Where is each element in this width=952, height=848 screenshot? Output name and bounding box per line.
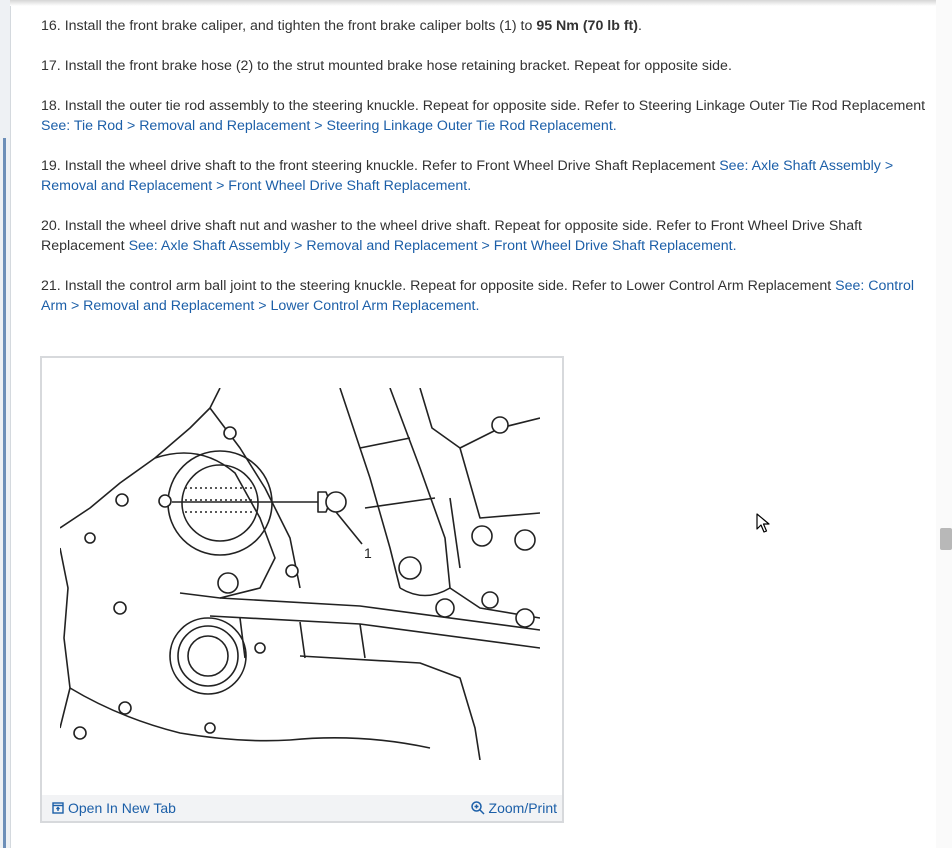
step-text: Install the wheel drive shaft to the front steering knuckle. Refer to Front Wheel Drive Shaft Replacement <box>64 158 716 174</box>
step-text: Install the front brake hose (2) to the strut mounted brake hose retaining bracket. Repeat for opposite side. <box>64 58 732 74</box>
step-text: Install the wheel drive shaft nut and washer to the wheel drive shaft. Repeat for opposite side. Refer to Front Wheel Drive Shaft Replacement <box>41 218 862 254</box>
step-number: 18. <box>41 98 61 114</box>
procedure-steps <box>41 16 926 336</box>
vertical-scrollbar[interactable] <box>936 0 952 848</box>
step-18 <box>41 96 926 136</box>
zoom-icon <box>471 801 485 815</box>
step-text: Install the front brake caliper, and tighten the front brake caliper bolts (1) to <box>64 18 533 34</box>
mouse-cursor-icon <box>756 513 770 533</box>
step-number: 16. <box>41 18 61 34</box>
top-shadow <box>10 0 936 6</box>
torque-spec: 95 Nm (70 lb ft) <box>536 18 639 34</box>
step-16 <box>41 16 926 36</box>
figure-panel <box>40 356 564 823</box>
step-link[interactable]: See: Axle Shaft Assembly > Removal and Replacement > Front Wheel Drive Shaft Replacement. <box>41 158 894 194</box>
open-in-new-tab-button[interactable] <box>52 795 176 821</box>
step-19 <box>41 156 926 196</box>
step-text: Install the outer tie rod assembly to the steering knuckle. Repeat for opposite side. Refer to Steering Linkage Outer Tie Rod Replacement <box>64 98 926 114</box>
scrollbar-thumb[interactable] <box>940 528 952 550</box>
step-link[interactable]: See: Tie Rod > Removal and Replacement > Steering Linkage Outer Tie Rod Replacement. <box>41 118 617 134</box>
step-link[interactable]: See: Control Arm > Removal and Replacement > Lower Control Arm Replacement. <box>41 278 915 314</box>
left-accent-bar <box>3 138 6 848</box>
step-20 <box>41 216 926 256</box>
step-number: 19. <box>41 158 61 174</box>
zoom-print-button[interactable] <box>471 795 557 821</box>
step-number: 17. <box>41 58 61 74</box>
step-link[interactable]: See: Axle Shaft Assembly > Removal and Replacement > Front Wheel Drive Shaft Replacement. <box>128 238 737 254</box>
step-number: 20. <box>41 218 61 234</box>
step-text: Install the control arm ball joint to the steering knuckle. Repeat for opposite side. Refer to Lower Control Arm Replacement <box>64 278 832 294</box>
step-17 <box>41 56 926 76</box>
step-21 <box>41 276 926 316</box>
figure-toolbar <box>42 795 562 821</box>
callout-label: 1 <box>364 545 372 561</box>
left-panel-edge <box>0 0 11 848</box>
zoom-print-label: Zoom/Print <box>488 800 557 816</box>
step-number: 21. <box>41 278 61 294</box>
open-in-new-tab-label: Open In New Tab <box>68 800 176 816</box>
step-tail: . <box>638 18 642 34</box>
brake-caliper-illustration[interactable] <box>60 388 540 760</box>
open-new-tab-icon <box>52 802 64 814</box>
